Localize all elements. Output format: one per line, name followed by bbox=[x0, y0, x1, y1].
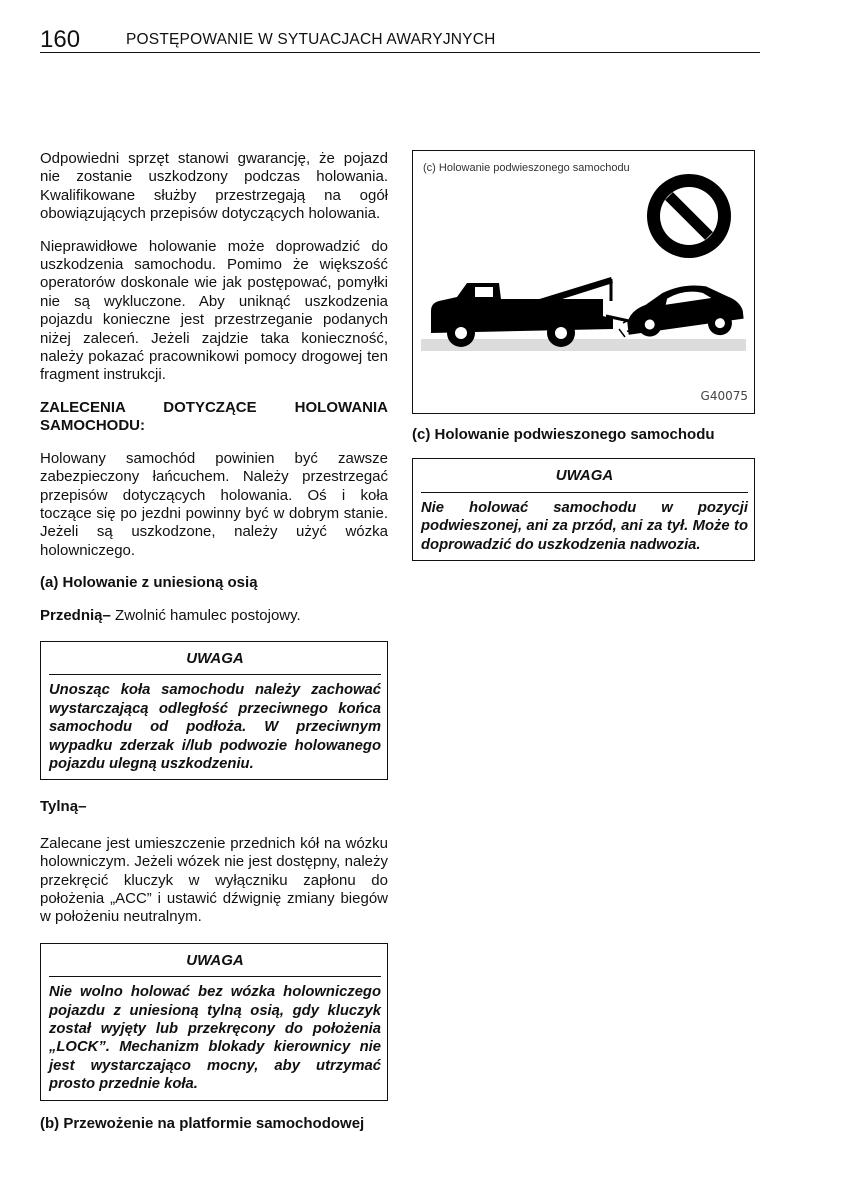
page-number: 160 bbox=[40, 26, 81, 53]
tow-truck-icon bbox=[431, 277, 629, 347]
warning-body: Nie holować samochodu w pozycji podwieszonej, ani za przód, ani za tył. Może to doprowadzić do uszkodzenia nadwozia. bbox=[421, 499, 748, 553]
subheading-raised-axle: (a) Holowanie z uniesioną osią bbox=[40, 574, 258, 592]
subheading-flatbed: (b) Przewożenie na platformie samochodowej bbox=[40, 1114, 365, 1132]
warning-title: UWAGA bbox=[421, 465, 748, 492]
figure-code: G40075 bbox=[700, 388, 748, 403]
section-heading: ZALECENIA DOTYCZĄCE HOLOWANIA SAMOCHODU: bbox=[40, 398, 388, 435]
warning-box-suspended bbox=[412, 458, 755, 561]
warning-body: Unosząc koła samochodu należy zachować wystarczającą odległość przeciwnego końca samochodu od podłoża. W przeciwnym wypadku zderzak i/lub podwozie holowanego pojazdu ulegną uszkodzeniu. bbox=[49, 682, 381, 772]
paragraph-dolly: Zalecane jest umieszczenie przednich kół na wózku holowniczym. Jeżeli wózek nie jest dostępny, należy przekręcić kluczyk w wyłączniku zapłonu do położenia „ACC” i ustawić dźwignię zmiany biegów w położeniu neutralnym. bbox=[40, 834, 388, 926]
warning-box-raised-wheels bbox=[40, 641, 388, 780]
warning-box-lock bbox=[40, 943, 388, 1101]
front-axle-label: Przednią– bbox=[40, 606, 111, 624]
warning-title: UWAGA bbox=[49, 950, 381, 977]
paragraph-chain: Holowany samochód powinien być zawsze zabezpieczony łańcuchem. Należy przestrzegać przepisów dotyczących holowania. Oś i koła toczące się po jezdni powinny być w dobrym stanie. Jeżeli są uszkodzone, należy użyć wózka holowniczego. bbox=[40, 449, 388, 559]
left-column bbox=[40, 150, 388, 1133]
paragraph-improper-towing: Nieprawidłowe holowanie może doprowadzić do uszkodzenia samochodu. Pomimo że większość operatorów doskonale wie jak postępować, pomyłki nie są wykluczone. Aby uniknąć uszkodzenia pojazdu konieczne jest przestrzeganie podanych niżej zaleceń. Jeżeli zajdzie taka konieczność, należy pokazać pracownikowi pomocy drogowej ten fragment instrukcji. bbox=[40, 237, 388, 384]
figure-caption: (c) Holowanie podwieszonego samochodu bbox=[412, 426, 715, 443]
towed-car-icon bbox=[624, 280, 745, 344]
figure-inner-caption: (c) Holowanie podwieszonego samochodu bbox=[423, 162, 630, 174]
rear-axle-label: Tylną– bbox=[40, 798, 87, 816]
right-column bbox=[412, 150, 755, 561]
paragraph-intro: Odpowiedni sprzęt stanowi gwarancję, że pojazd nie zostanie uszkodzony podczas holowania. Kwalifikowane służby przestrzegają na ogół obowiązujących przepisów dotyczących holowania. bbox=[40, 150, 388, 223]
chapter-title: POSTĘPOWANIE W SYTUACJACH AWARYJNYCH bbox=[126, 31, 496, 48]
front-axle-line bbox=[40, 607, 388, 625]
tow-truck-prohibited-illustration bbox=[413, 151, 754, 413]
page-header bbox=[40, 26, 760, 53]
towing-illustration bbox=[412, 150, 755, 414]
warning-body: Nie wolno holować bez wózka holowniczego pojazdu z uniesioną tylną osią, gdy kluczyk został wyjęty lub przekręcony do położenia „LOCK”. Mechanizm blokady kierownicy nie jest wystarczająco mocny, aby utrzymać prosto przednie koła. bbox=[49, 984, 381, 1093]
front-axle-text: Zwolnić hamulec postojowy. bbox=[110, 606, 301, 624]
warning-title: UWAGA bbox=[49, 648, 381, 675]
